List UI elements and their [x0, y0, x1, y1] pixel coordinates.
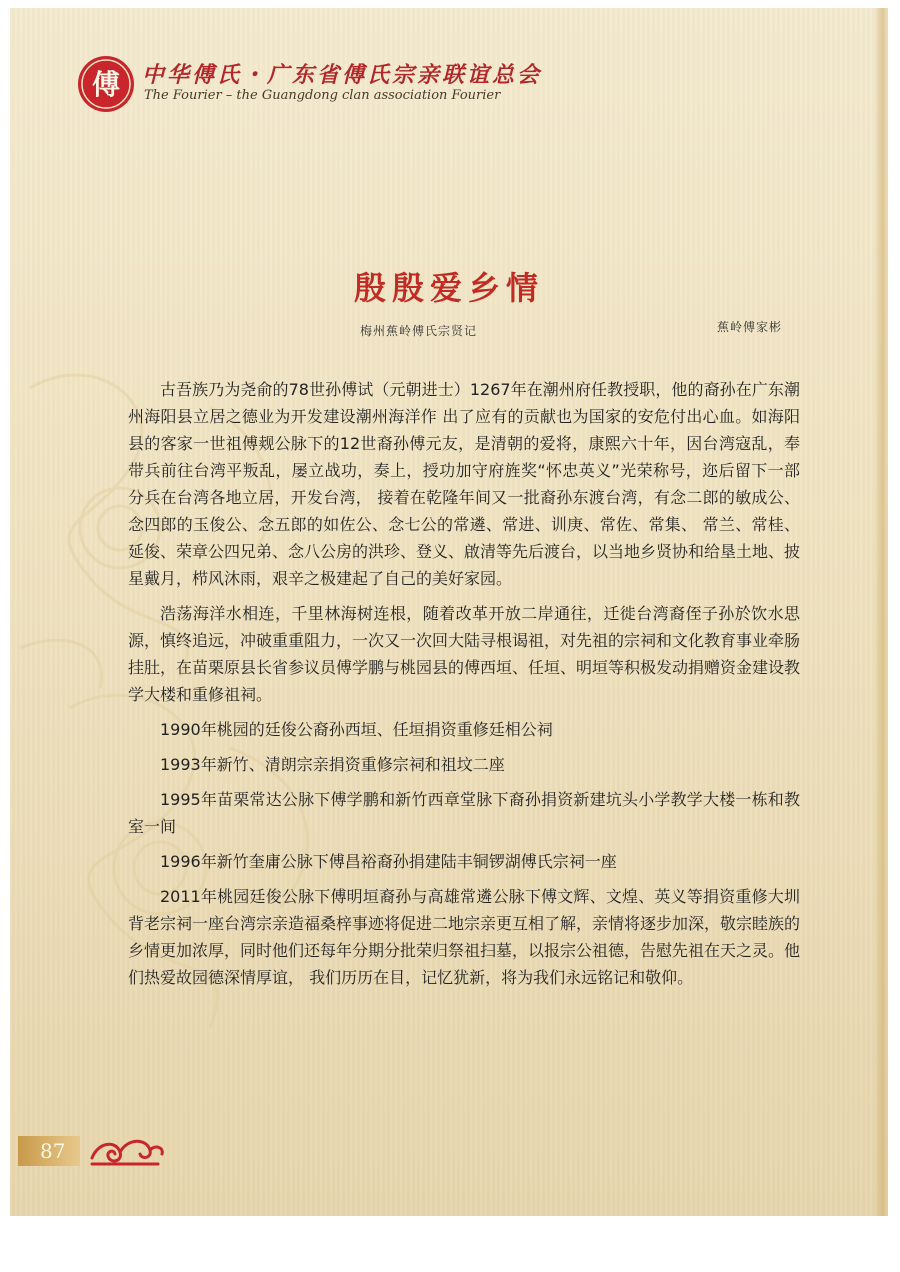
header-title-en: The Fourier – the Guangdong clan association Fourier	[144, 88, 501, 103]
logo-character: 傅	[91, 68, 121, 101]
article-body	[128, 376, 800, 999]
paragraph: 古吾族乃为尧俞的78世孙傅试（元朝进士）1267年在潮州府任教授职，他的裔孙在广东潮州海阳县立居之德业为开发建设潮州海洋作 出了应有的贡献也为国家的安危付出心血。如海阳县的客家一世祖傅觌公脉下的12世裔孙傅元友，是清朝的爱将，康熙六十年，因台湾寇乱，奉带兵前往台湾平叛乱，屡立战功，奏上，授功加守府旌奖“怀忠英义”光荣称号，迩后留下一部分兵在台湾各地立居，开发台湾， 接着在乾隆年间又一批裔孙东渡台湾，有念二郎的敏成公、念四郎的玉俊公、念五郎的如佐公、念七公的常遴、常进、训庚、常佐、常集、 常兰、常桂、延俊、荣章公四兄弟、念八公房的洪珍、登义、啟清等先后渡台，以当地乡贤协和给垦土地、披星戴月，栉风沐雨，艰辛之极建起了自己的美好家园。	[128, 380, 801, 588]
auspicious-cloud-ornament-icon	[88, 1132, 166, 1170]
paragraph: 1996年新竹奎庸公脉下傅昌裕裔孙捐建陆丰铜锣湖傅氏宗祠一座	[160, 852, 617, 871]
paragraph: 1995年苗栗常达公脉下傅学鹏和新竹西章堂脉下裔孙捐资新建坑头小学教学大楼一栋和教室一间	[128, 790, 800, 836]
clan-seal-logo-icon	[76, 54, 136, 114]
paragraph: 1993年新竹、清朗宗亲捐资重修宗祠和祖坟二座	[160, 755, 505, 774]
paragraph: 1990年桃园的廷俊公裔孙西垣、任垣捐资重修廷相公祠	[160, 720, 553, 739]
article-subtitle: 梅州蕉岭傅氏宗贤记	[360, 324, 478, 338]
article-author: 蕉岭傅家彬	[716, 320, 782, 334]
magazine-page	[10, 8, 888, 1216]
page-fold-shadow	[874, 8, 888, 1216]
header-title-cn: 中华傅氏・广东省傅氏宗亲联谊总会	[142, 62, 543, 88]
article-title: 殷殷爱乡情	[353, 269, 544, 307]
paragraph: 浩荡海洋水相连，千里林海树连根，随着改革开放二岸通往，迁徙台湾裔侄子孙於饮水思源，慎终追远，冲破重重阻力，一次又一次回大陆寻根谒祖，对先祖的宗祠和文化教育事业牵肠挂肚，在苗栗原县长省参议员傅学鹏与桃园县的傅西垣、任垣、明垣等积极发动捐赠资金建设教学大楼和重修祖祠。	[128, 604, 801, 704]
paragraph: 2011年桃园廷俊公脉下傅明垣裔孙与高雄常遴公脉下傅文辉、文煌、英义等捐资重修大圳背老宗祠一座台湾宗亲造福桑梓事迹将促进二地宗亲更互相了解，亲情将逐步加深，敬宗睦族的乡情更加浓厚，同时他们还每年分期分批荣归祭祖扫墓，以报宗公祖德，告慰先祖在天之灵。他们热爱故园德深情厚谊， 我们历历在目，记忆犹新，将为我们永远铭记和敬仰。	[128, 887, 801, 987]
page-number: 87	[40, 1139, 66, 1163]
